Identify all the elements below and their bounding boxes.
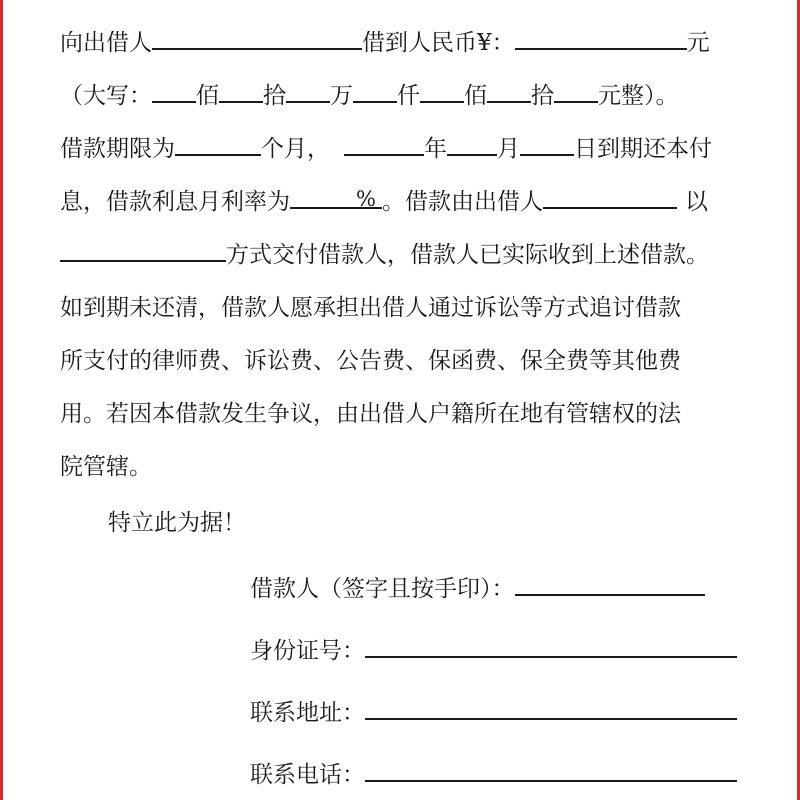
paragraph-line-5	[60, 234, 760, 274]
text-interest-prefix: 息，借款利息月利率为	[60, 189, 290, 215]
paragraph-line-4	[60, 181, 760, 221]
due-month-field[interactable]	[447, 128, 497, 156]
label-id-number: 身份证号：	[250, 638, 365, 664]
capital-yuan-field[interactable]	[554, 75, 598, 103]
closing-statement: 特立此为据！	[108, 510, 246, 536]
unit-qian: 仟	[397, 83, 420, 109]
signature-row-id	[250, 630, 750, 670]
signature-row-borrower	[250, 568, 750, 608]
paragraph-line-9: 院管辖。	[60, 454, 152, 480]
unit-bai-1: 佰	[196, 83, 219, 109]
page-border-left	[0, 0, 3, 800]
text-day-due: 日到期还本付	[574, 136, 712, 162]
paragraph-line-2	[60, 75, 760, 115]
text-term-prefix: 借款期限为	[60, 136, 175, 162]
delivery-lender-field[interactable]	[543, 181, 677, 209]
text-delivery-prefix: 。借款由出借人	[382, 189, 543, 215]
borrower-signature-field[interactable]	[515, 568, 705, 596]
text-month: 月	[497, 136, 520, 162]
unit-yuan-zheng: 元整）。	[598, 83, 679, 109]
text-months: 个月，	[261, 136, 330, 162]
lender-name-field[interactable]	[152, 22, 362, 50]
interest-rate-field[interactable]	[290, 181, 382, 209]
text-delivery-confirm: 方式交付借款人，借款人已实际收到上述借款。	[226, 242, 709, 268]
paragraph-line-3	[60, 128, 760, 168]
unit-wan: 万	[330, 83, 353, 109]
capital-shi-field[interactable]	[487, 75, 531, 103]
unit-shi-1: 拾	[263, 83, 286, 109]
capital-wan-field[interactable]	[286, 75, 330, 103]
capital-ten-thousand-field[interactable]	[219, 75, 263, 103]
text-borrowed-rmb: 借到人民币¥：	[362, 30, 515, 56]
amount-field[interactable]	[515, 22, 687, 50]
text-capital-prefix: （大写：	[60, 83, 152, 109]
text-lender-prefix: 向出借人	[60, 30, 152, 56]
due-year-field[interactable]	[344, 128, 424, 156]
signature-row-address	[250, 692, 750, 732]
signature-row-phone	[250, 754, 750, 794]
address-field[interactable]	[365, 692, 737, 720]
capital-qian-field[interactable]	[353, 75, 397, 103]
capital-bai-field[interactable]	[420, 75, 464, 103]
phone-field[interactable]	[365, 754, 737, 782]
text-by: 以	[685, 189, 708, 215]
label-address: 联系地址：	[250, 700, 365, 726]
term-months-field[interactable]	[175, 128, 261, 156]
text-yuan: 元	[686, 30, 710, 56]
label-borrower-signature: 借款人（签字且按手印）：	[250, 576, 515, 602]
id-number-field[interactable]	[365, 630, 737, 658]
paragraph-line-7: 所支付的律师费、诉讼费、公告费、保函费、保全费等其他费	[60, 348, 681, 374]
text-year: 年	[424, 136, 447, 162]
unit-bai-2: 佰	[464, 83, 487, 109]
percent-sign: %	[356, 187, 376, 211]
delivery-method-field[interactable]	[60, 234, 226, 262]
unit-shi-2: 拾	[531, 83, 554, 109]
paragraph-line-1	[60, 22, 760, 62]
paragraph-line-6: 如到期未还清，借款人愿承担出借人通过诉讼等方式追讨借款	[60, 295, 681, 321]
paragraph-line-8: 用。若因本借款发生争议，由出借人户籍所在地有管辖权的法	[60, 401, 681, 427]
label-phone: 联系电话：	[250, 762, 365, 788]
capital-hundred-thousand-field[interactable]	[152, 75, 196, 103]
due-day-field[interactable]	[520, 128, 574, 156]
